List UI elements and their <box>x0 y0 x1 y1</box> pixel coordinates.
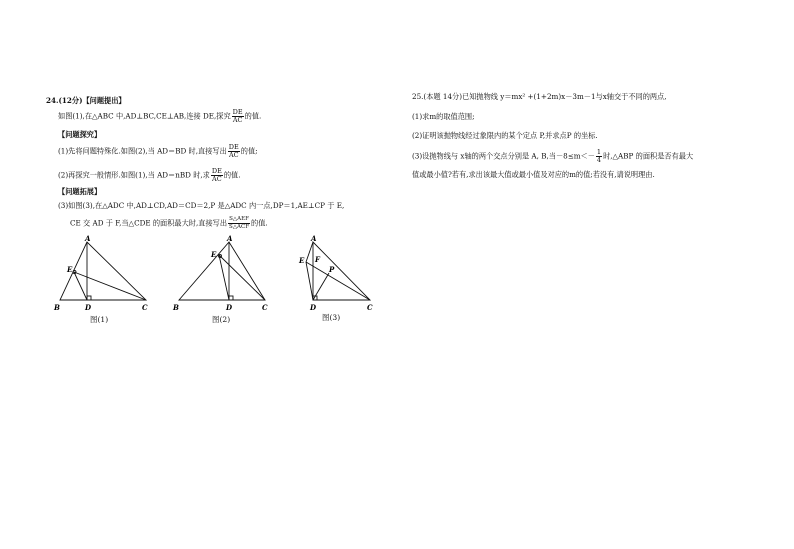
q24-part1-fraction <box>228 144 240 159</box>
q25-part3-line2: 值或最小值?若有,求出该最大值或最小值及对应的m的值;若没有,请说明理由. <box>412 170 655 179</box>
q25-line1: 25.(本题 14分)已知抛物线 y＝mx² +(1+2m)x－3m－1与x轴交于不同的两点, <box>412 92 667 101</box>
fraction-numerator: DE <box>211 167 222 175</box>
q24-section-explore: 【问题探究】 <box>58 130 102 139</box>
q25-part3-line1 <box>412 149 693 164</box>
fraction-denominator: AC <box>228 151 239 159</box>
q24-part3-line1: (3)如图(3),在△ADC 中,AD⊥CD,AD＝CD＝2,P 是△ADC 内一点,DP＝1,AE⊥CP 于 E, <box>58 201 345 210</box>
q24-part1-text: (1)先将问题特殊化.如图(2),当 AD＝BD 时,直接写出 <box>58 146 227 156</box>
label-a: A <box>227 234 233 243</box>
q24-title: 24.(12分)【问题提出】 <box>46 96 126 105</box>
q24-intro-text: 如图(1),在△ABC 中,AD⊥BC,CE⊥AB,连接 DE,探究 <box>58 111 231 121</box>
q24-part1-end: 的值; <box>240 146 258 156</box>
q25-part3-fraction <box>596 149 602 164</box>
q24-part3-end: 的值. <box>251 218 268 228</box>
fraction-numerator: DE <box>228 143 239 151</box>
figure-1-diagram <box>50 234 160 314</box>
label-f: F <box>315 255 320 264</box>
fraction-denominator: AC <box>232 116 243 124</box>
label-c: C <box>262 303 268 312</box>
q24-part3-fraction <box>228 216 250 231</box>
fraction-denominator: S△ACF <box>229 224 250 230</box>
label-d: D <box>310 303 317 312</box>
segment-ce <box>219 255 265 300</box>
segment-de <box>306 262 313 300</box>
q24-part2-end: 的值. <box>223 170 241 180</box>
label-b: B <box>54 303 60 312</box>
label-p: P <box>329 265 335 274</box>
label-e: E <box>67 265 73 274</box>
figure-3-caption: 图(3) <box>322 313 341 322</box>
segment-ae <box>306 242 313 262</box>
figure-2-caption: 图(2) <box>212 315 231 324</box>
q24-part1 <box>58 144 258 159</box>
q24-part2-fraction <box>211 168 223 183</box>
q24-part2 <box>58 168 241 183</box>
right-angle-mark-d <box>229 296 233 300</box>
fraction-numerator: 1 <box>596 148 602 156</box>
figure-2-diagram <box>172 234 277 314</box>
label-a: A <box>311 234 317 243</box>
right-angle-mark-d <box>87 296 91 300</box>
q24-intro <box>58 109 261 124</box>
q24-part3-line2 <box>70 216 268 231</box>
label-c: C <box>367 303 373 312</box>
fraction-denominator: AC <box>212 175 222 183</box>
label-d: D <box>226 303 233 312</box>
label-a: A <box>85 234 91 243</box>
q25-part3-end: 时,△ABP 的面积是否有最大 <box>603 151 694 161</box>
figure-1-caption: 图(1) <box>90 315 109 324</box>
q24-section-extend: 【问题拓展】 <box>58 187 102 196</box>
label-e: E <box>211 250 217 259</box>
label-c: C <box>142 303 148 312</box>
fraction-numerator: DE <box>232 108 243 116</box>
triangle-abc <box>179 242 265 300</box>
segment-de <box>219 255 229 300</box>
q24-intro-fraction <box>232 109 244 124</box>
q24-intro-end: 的值. <box>244 111 262 121</box>
label-b: B <box>173 303 179 312</box>
figure-3-diagram <box>290 234 380 314</box>
q25-part1: (1)求m的取值范围; <box>412 112 475 121</box>
label-e: E <box>299 256 305 265</box>
q24-part2-text: (2)再探究一般情形.如图(1),当 AD＝nBD 时,求 <box>58 170 210 180</box>
fraction-denominator: 4 <box>596 156 602 164</box>
q25-part2: (2)证明该抛物线经过象限内的某个定点 P,并求点P 的坐标. <box>412 131 598 140</box>
q25-part3-text: (3)设抛物线与 x轴的两个交点分别是 A, B,当－8≤m＜－ <box>412 151 595 161</box>
label-d: D <box>85 303 92 312</box>
q24-part3-text: CE 交 AD 于 F,当△CDE 的面积最大时,直接写出 <box>70 218 228 228</box>
fraction-numerator: S△AEF <box>229 216 249 222</box>
